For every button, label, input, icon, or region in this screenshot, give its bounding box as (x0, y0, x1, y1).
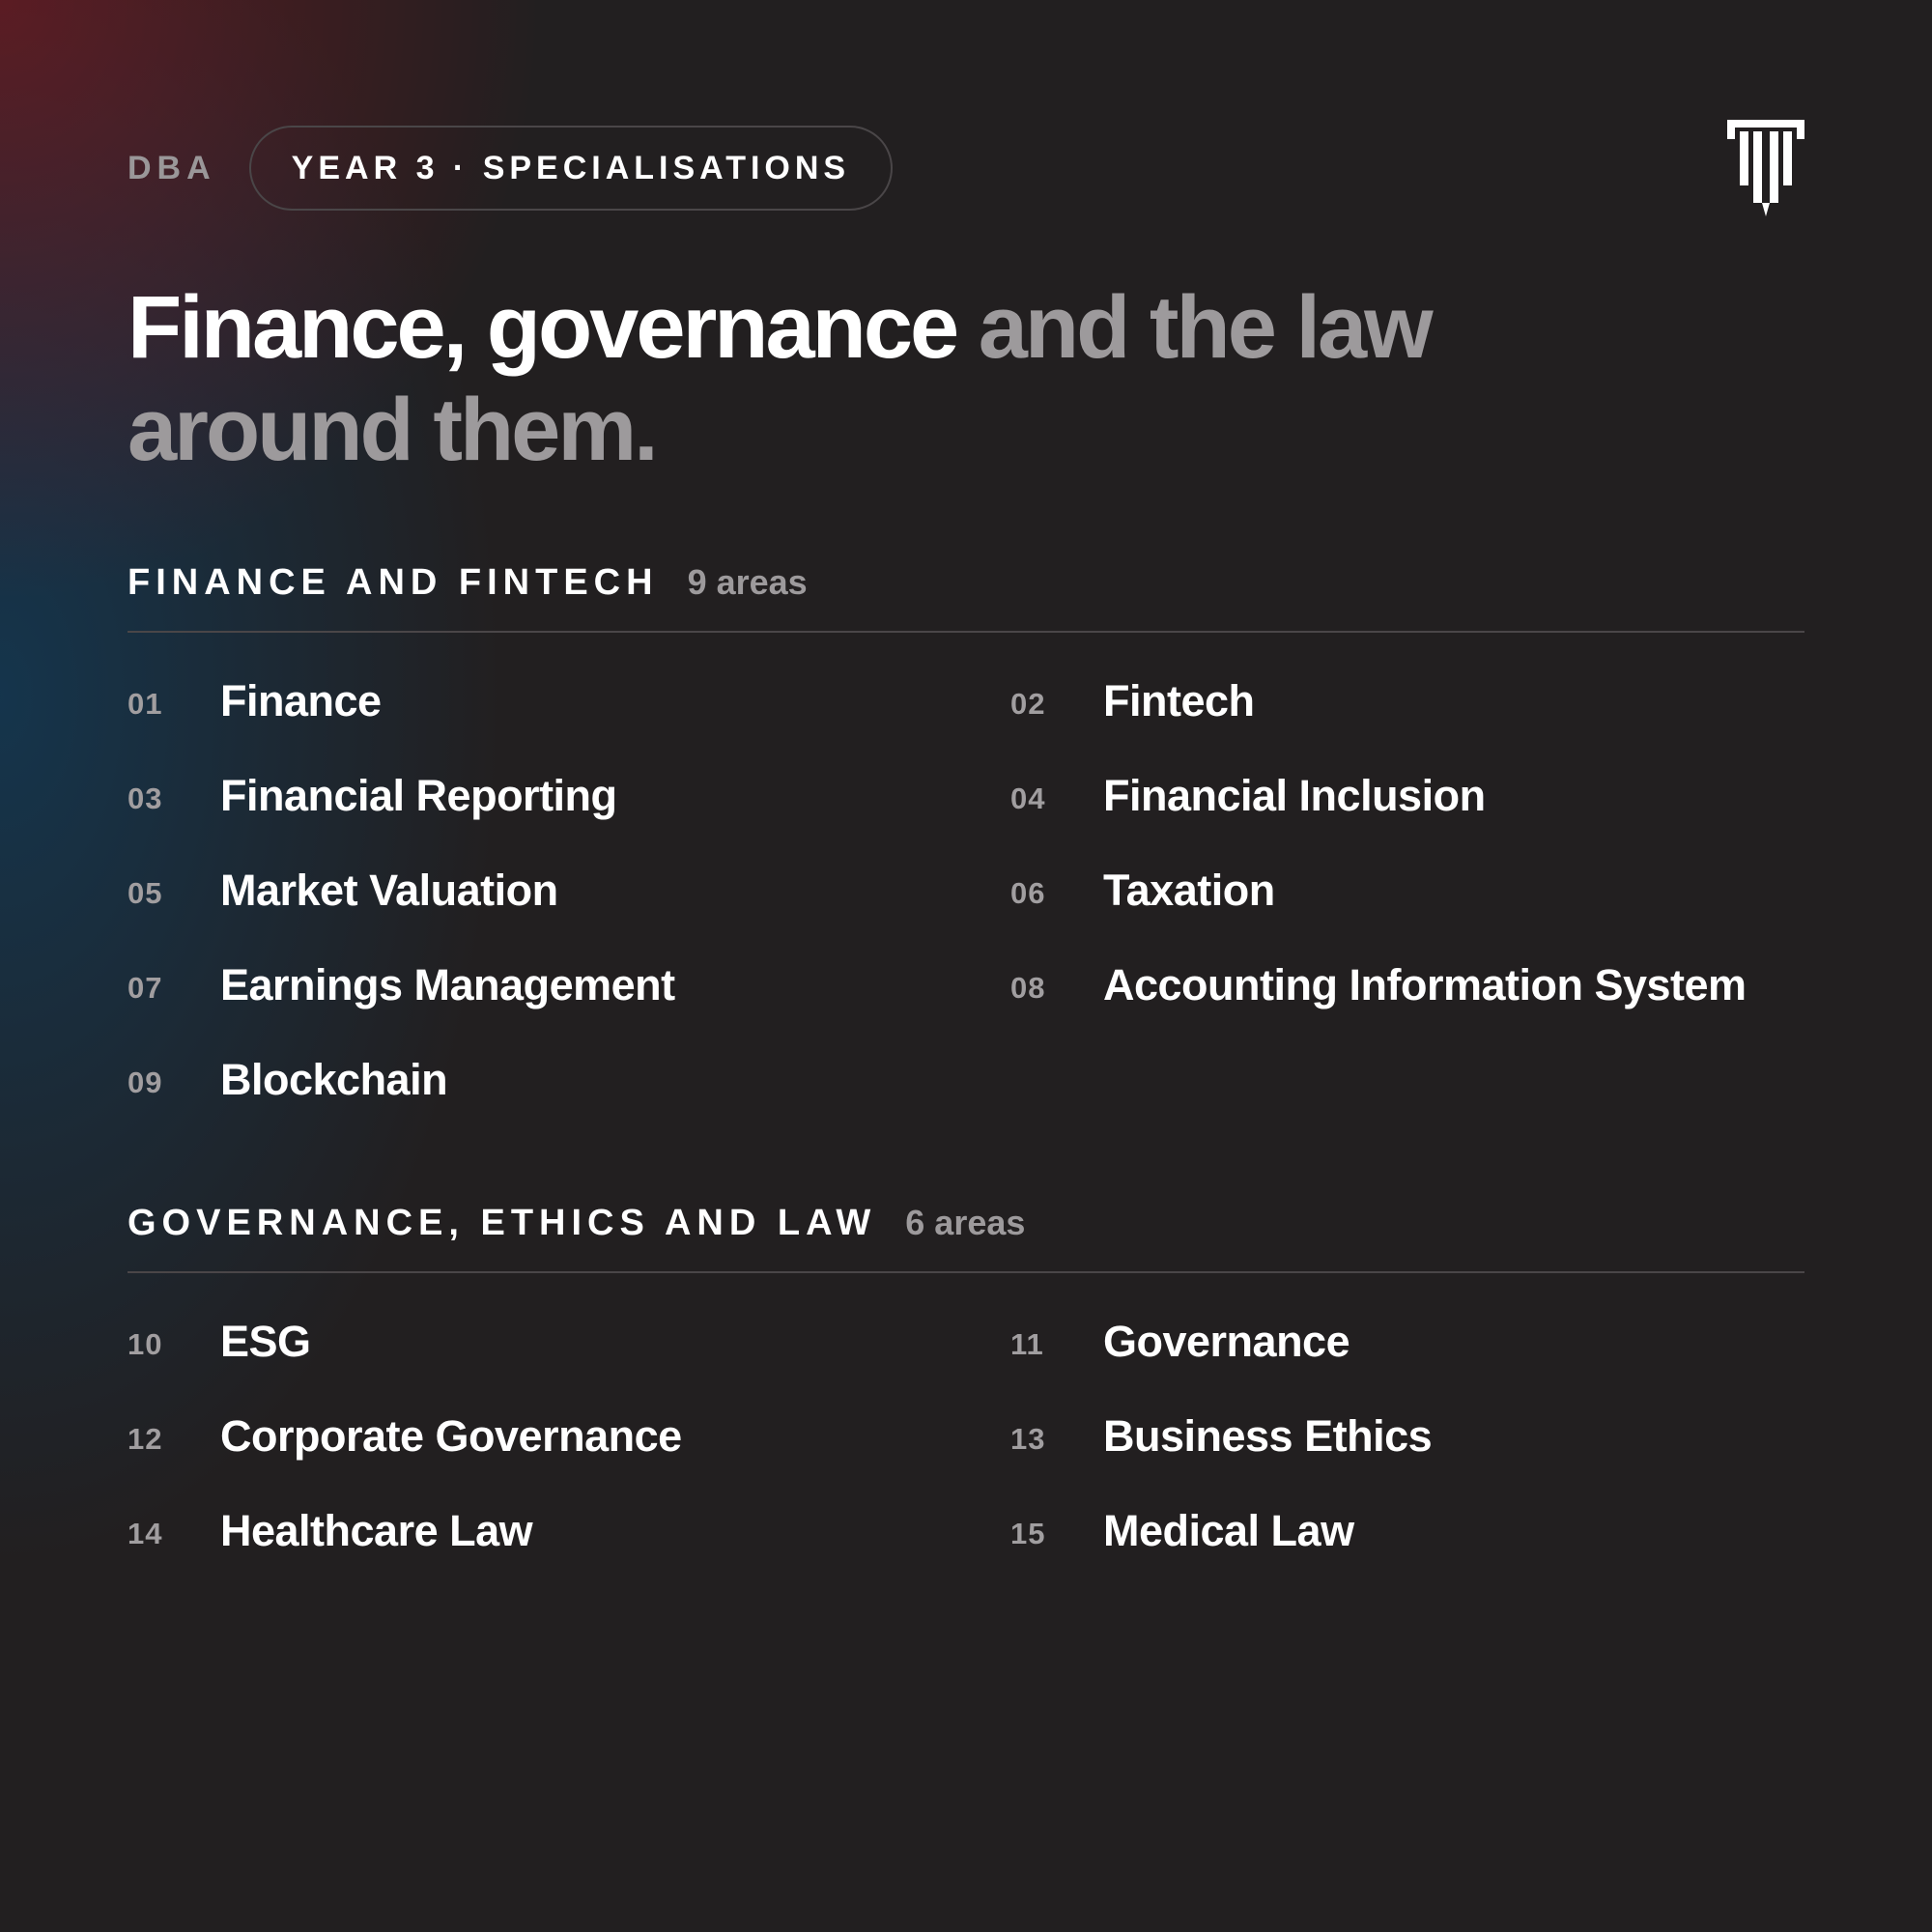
item-label: Healthcare Law (220, 1506, 533, 1555)
item-number: 09 (128, 1065, 163, 1099)
item-label: Governance (1103, 1317, 1350, 1366)
list-item (128, 1033, 1010, 1127)
item-label: Fintech (1103, 676, 1255, 725)
list-item (1010, 938, 1804, 1033)
section-count: 9 areas (687, 562, 808, 602)
item-number: 05 (128, 876, 163, 910)
list-item (128, 1389, 1010, 1484)
item-label: Market Valuation (220, 866, 558, 915)
specialisation-list (128, 1273, 1804, 1578)
program-label: DBA (128, 149, 216, 186)
item-label: Financial Reporting (220, 771, 617, 820)
item-number: 13 (1010, 1422, 1046, 1456)
section-title: FINANCE AND FINTECH (128, 562, 659, 603)
item-number: 15 (1010, 1517, 1046, 1550)
list-item (1010, 749, 1804, 843)
section-finance-fintech (128, 562, 1804, 1127)
list-item (1010, 654, 1804, 749)
list-item (128, 1484, 1010, 1578)
list-item (128, 938, 1010, 1033)
pillar-logo-icon (1727, 120, 1804, 220)
item-label: Medical Law (1103, 1506, 1354, 1555)
top-bar (128, 124, 1804, 213)
item-label: Business Ethics (1103, 1411, 1433, 1461)
item-label: Corporate Governance (220, 1411, 682, 1461)
item-number: 07 (128, 971, 163, 1005)
page-headline (128, 276, 1673, 481)
section-header (128, 562, 1804, 633)
list-item (128, 749, 1010, 843)
item-number: 02 (1010, 687, 1046, 721)
item-label: Taxation (1103, 866, 1275, 915)
section-count: 6 areas (905, 1203, 1026, 1242)
item-number: 03 (128, 781, 163, 815)
section-governance-ethics-law (128, 1203, 1804, 1578)
item-number: 08 (1010, 971, 1046, 1005)
list-item (128, 654, 1010, 749)
headline-strong: Finance, governance (128, 278, 957, 377)
item-number: 12 (128, 1422, 163, 1456)
item-number: 06 (1010, 876, 1046, 910)
headline-muted: and the law around them. (128, 278, 1431, 479)
section-title: GOVERNANCE, ETHICS AND LAW (128, 1203, 877, 1243)
item-label: ESG (220, 1317, 311, 1366)
item-number: 01 (128, 687, 163, 721)
section-header (128, 1203, 1804, 1273)
item-label: Accounting Information System (1103, 960, 1747, 1009)
year-pill: YEAR 3 · SPECIALISATIONS (249, 126, 893, 211)
list-item (1010, 1484, 1804, 1578)
list-item (1010, 1389, 1804, 1484)
item-label: Blockchain (220, 1055, 448, 1104)
item-number: 04 (1010, 781, 1046, 815)
item-label: Earnings Management (220, 960, 675, 1009)
page (128, 124, 1804, 1578)
list-item (128, 843, 1010, 938)
item-number: 11 (1010, 1327, 1044, 1361)
item-label: Finance (220, 676, 382, 725)
list-item (1010, 843, 1804, 938)
item-label: Financial Inclusion (1103, 771, 1486, 820)
item-number: 10 (128, 1327, 163, 1361)
item-number: 14 (128, 1517, 163, 1550)
specialisation-list (128, 633, 1804, 1127)
list-item (128, 1294, 1010, 1389)
list-item (1010, 1294, 1804, 1389)
